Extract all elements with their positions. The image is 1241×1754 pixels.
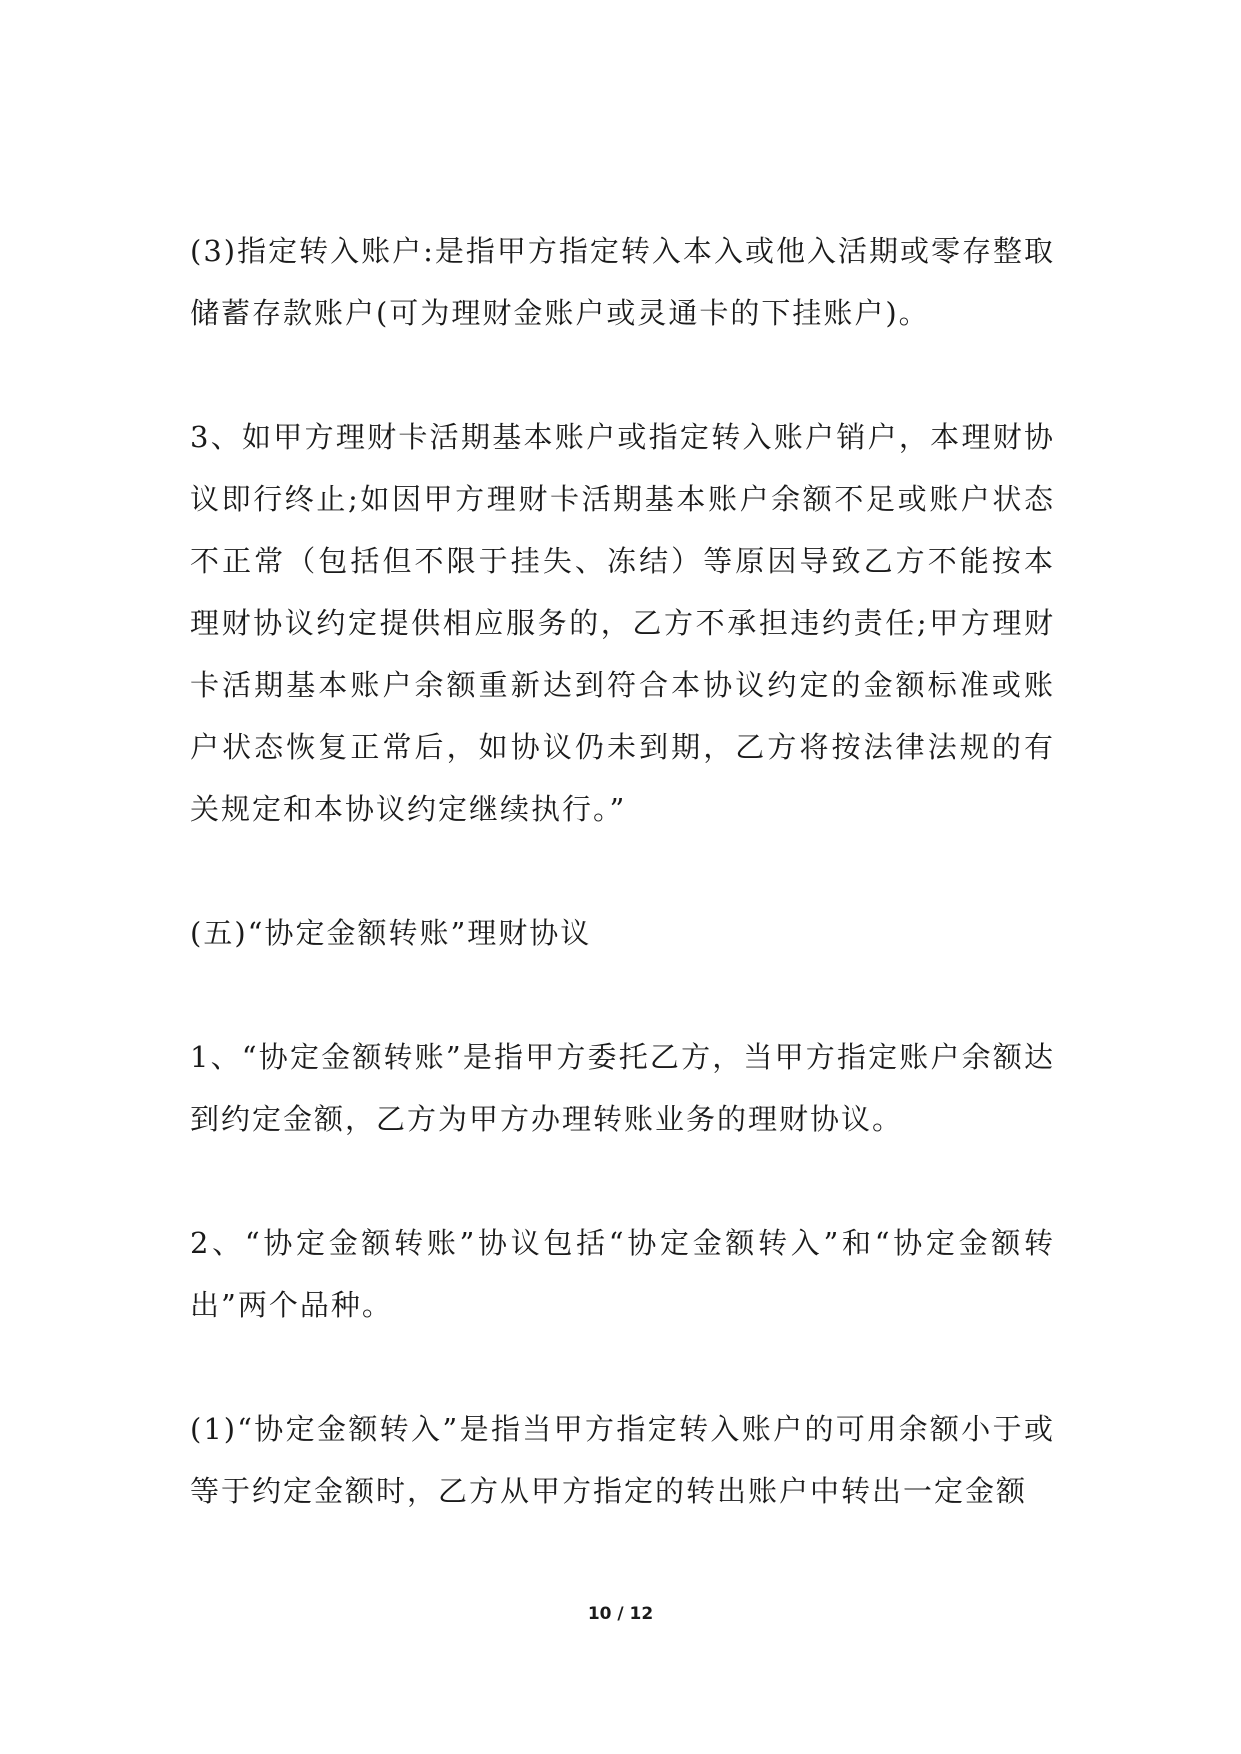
page-number: 10 / 12 [587,1604,654,1624]
paragraph-designated-account: (3)指定转入账户:是指甲方指定转入本入或他入活期或零存整取储蓄存款账户(可为理财金账户或灵通卡的下挂账户)。 [190,234,1055,330]
document-body [190,220,1055,1584]
paragraph-definition: 1、“协定金额转账”是指甲方委托乙方，当甲方指定账户余额达到约定金额，乙方为甲方办理转账业务的理财协议。 [190,1040,1055,1136]
paragraph-transfer-in: (1)“协定金额转入”是指当甲方指定转入账户的可用余额小于或等于约定金额时，乙方从甲方指定的转出账户中转出一定金额 [190,1412,1055,1508]
paragraph-termination-clause: 3、如甲方理财卡活期基本账户或指定转入账户销户，本理财协议即行终止;如因甲方理财卡活期基本账户余额不足或账户状态不正常（包括但不限于挂失、冻结）等原因导致乙方不能按本理财协议约定提供相应服务的，乙方不承担违约责任;甲方理财卡活期基本账户余额重新达到符合本协议约定的金额标准或账户状态恢复正常后，如协议仍未到期，乙方将按法律法规的有关规定和本协议约定继续执行。” [190,420,1055,826]
section-heading-fixed-amount-transfer: (五)“协定金额转账”理财协议 [190,916,592,950]
paragraph-varieties: 2、“协定金额转账”协议包括“协定金额转入”和“协定金额转出”两个品种。 [190,1226,1055,1322]
